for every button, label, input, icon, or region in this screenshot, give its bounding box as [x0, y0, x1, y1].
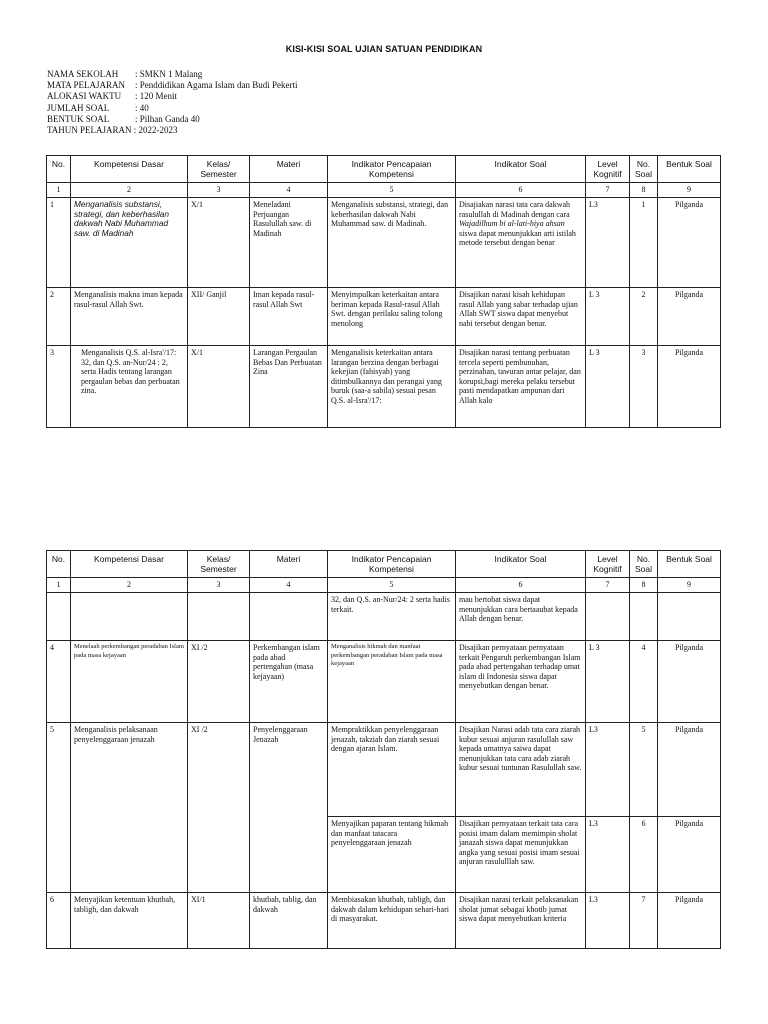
column-number: 6 [456, 183, 586, 198]
column-number: 8 [630, 183, 658, 198]
cell-no: 4 [47, 641, 71, 723]
cell-bentuk-soal: Pilganda [658, 288, 721, 346]
header-materi: Materi [250, 551, 328, 578]
kisi-kisi-table-page-1 [46, 155, 721, 428]
table-row [47, 641, 721, 723]
table-row [47, 893, 721, 949]
cell-materi: Larangan Pergaulan Bebas Dan Perbuatan Zina [250, 346, 328, 428]
cell-indikator-soal: Disajikan narasi tentang perbuatan tercela seperti pembunuhan, perzinahan, tawuran antar pelajar, dan korupsi,bagi mereka pelaku tersebut pasti mendapatkan ampunan dari Allah kalo [456, 346, 586, 428]
cell-bentuk-soal [658, 593, 721, 641]
column-number: 9 [658, 578, 721, 593]
cell-bentuk-soal: Pilganda [658, 723, 721, 817]
header-no: No. [47, 551, 71, 578]
column-number: 1 [47, 183, 71, 198]
cell-no: 5 [47, 723, 71, 893]
column-number: 4 [250, 183, 328, 198]
cell-indikator-pencapaian: Menganalisis hikmah dan manfaat perkembangan peradaban Islam pada masa kejayaan [328, 641, 456, 723]
column-number: 7 [586, 183, 630, 198]
cell-level [586, 593, 630, 641]
cell-indikator-pencapaian: Membiasakan khutbah, tabligh, dan dakwah dalam kehidupan sehari-hari di masyarakat. [328, 893, 456, 949]
cell-materi: Penyelenggaraan Jenazah [250, 723, 328, 893]
cell-indikator-soal: Disajikan pernyataan terkait tata cara posisi imam dalam memimpin sholat janazah siswa dapat menunjukkan angka yang sesuai posisi imam sesuai anjuran rasululllah saw. [456, 817, 586, 893]
info-row-count [47, 103, 297, 114]
info-value: : Penddidikan Agama Islam dan Budi Pekerti [135, 80, 298, 91]
cell-materi: Meneladani Perjuangan Rasulullah saw. di Madinah [250, 198, 328, 288]
column-number: 1 [47, 578, 71, 593]
cell-level: L3 [586, 198, 630, 288]
cell-materi: khutbah, tablig, dan dakwah [250, 893, 328, 949]
info-label: MATA PELAJARAN [47, 80, 126, 91]
cell-indikator-soal: Disajikan pernyataan pernyataan terkait Pengaruh perkembangan Islam pada abad pertengahan terhadap umat islam di Indonesia siswa dapat menyebutkan dengan benar. [456, 641, 586, 723]
header-kompetensi-dasar: Kompetensi Dasar [71, 156, 188, 183]
cell-no: 2 [47, 288, 71, 346]
cell-no-soal: 3 [630, 346, 658, 428]
cell-no-soal [630, 593, 658, 641]
cell-indikator-pencapaian: Menyimpulkan keterkaitan antara beriman kepada Rasul-rasul Allah Swt. dengan perilaku saling tolong menolong [328, 288, 456, 346]
cell-kelas [188, 593, 250, 641]
cell-indikator-soal: mau bertobat siswa dapat menunjukkan cara bertaaubat kepada Allah dengan benar. [456, 593, 586, 641]
header-indikator-soal: Indikator Soal [456, 551, 586, 578]
info-value: : Pilhan Ganda 40 [135, 113, 200, 124]
cell-bentuk-soal: Pilganda [658, 198, 721, 288]
cell-kompetensi-dasar: Menganalisis pelaksanaan penyelenggaraan jenazah [71, 723, 188, 893]
column-number: 3 [188, 578, 250, 593]
cell-kompetensi-dasar [71, 593, 188, 641]
cell-kompetensi-dasar: Menganalisis makna iman kepada rasul-rasul Allah Swt. [71, 288, 188, 346]
header-no-soal: No. Soal [630, 156, 658, 183]
column-number: 5 [328, 183, 456, 198]
cell-indikator-pencapaian: Menganalisis keterkaitan antara larangan berzina dengan berbagai kekejian (fahisyah) yang ditimbulkannya dan perangai yang buruk (saa-a sabila) sesuai pesan Q.S. al-Isra'/17: [328, 346, 456, 428]
info-label: ALOKASI WAKTU [47, 91, 122, 102]
cell-indikator-pencapaian: Menyajikan paparan tentang hikmah dan manfaat tatacara penyelenggaraan jenazah [328, 817, 456, 893]
cell-materi [250, 593, 328, 641]
header-bentuk-soal: Bentuk Soal [658, 551, 721, 578]
cell-level: L3 [586, 723, 630, 817]
header-indikator-soal: Indikator Soal [456, 156, 586, 183]
column-number: 6 [456, 578, 586, 593]
cell-materi: Iman kepada rasul-rasul Allah Swt [250, 288, 328, 346]
column-number: 3 [188, 183, 250, 198]
column-number-row [47, 578, 721, 593]
header-level-kognitif: Level Kognitif [586, 551, 630, 578]
table-row [47, 198, 721, 288]
column-number: 2 [71, 578, 188, 593]
cell-no: 3 [47, 346, 71, 428]
column-number: 9 [658, 183, 721, 198]
table-row [47, 346, 721, 428]
table-row [47, 723, 721, 817]
cell-no: 1 [47, 198, 71, 288]
soal-text: Disajiakan narasi tata cara dakwah rasulullah di Madinah dengan cara [459, 200, 571, 219]
cell-indikator-pencapaian: Menganalisis substansi, strategi, dan keberhasilan dakwah Nabi Muhammad saw. di Madinah. [328, 198, 456, 288]
column-number-row [47, 183, 721, 198]
soal-text: siswa dapat menunjukkan arti istilah metode tersebut dengan benar [459, 228, 576, 247]
cell-level: L 3 [586, 288, 630, 346]
info-value: : 40 [135, 102, 149, 113]
cell-indikator-soal: Disajikan narasi kisah kehidupan rasul Allah yang sabar terhadap ujian Allah SWT siswa dapat menyebut nabi tersebut dengan benar. [456, 288, 586, 346]
header-indikator-pencapaian: Indikator Pencapaian Kompetensi [328, 156, 456, 183]
kisi-kisi-table-page-2 [46, 550, 721, 949]
cell-no-soal: 6 [630, 817, 658, 893]
header-kompetensi-dasar: Kompetensi Dasar [71, 551, 188, 578]
column-number: 7 [586, 578, 630, 593]
cell-bentuk-soal: Pilganda [658, 893, 721, 949]
cell-bentuk-soal: Pilganda [658, 641, 721, 723]
column-number: 2 [71, 183, 188, 198]
info-row-school [47, 69, 297, 80]
cell-kompetensi-dasar: Menganalisis substansi, strategi, dan keberhasilan dakwah Nabi Muhammad saw. di Madinah [71, 198, 188, 288]
column-number: 5 [328, 578, 456, 593]
cell-kelas: XI /2 [188, 641, 250, 723]
cell-kompetensi-dasar: Menelaah perkembangan peradaban Islam pada masa kejayaan [71, 641, 188, 723]
cell-no-soal: 5 [630, 723, 658, 817]
table-row [47, 288, 721, 346]
info-row-year [47, 125, 297, 136]
header-no: No. [47, 156, 71, 183]
cell-no-soal: 2 [630, 288, 658, 346]
cell-materi: Perkembangan islam pada abad pertengahan (masa kejayaan) [250, 641, 328, 723]
info-label: JUMLAH SOAL [47, 102, 110, 113]
cell-kelas: X/1 [188, 198, 250, 288]
column-number: 4 [250, 578, 328, 593]
cell-level: L3 [586, 893, 630, 949]
info-value: : SMKN 1 Malang [135, 69, 203, 79]
cell-level: L 3 [586, 641, 630, 723]
cell-level: L3 [586, 817, 630, 893]
info-label: BENTUK SOAL [47, 113, 110, 124]
info-row-form [47, 114, 297, 125]
cell-indikator-soal: Disajikan narasi terkait pelaksanakan sholat jumat sebagai khotib jumat siswa dapat menyebutkan kriteria [456, 893, 586, 949]
cell-kelas: XII/ Ganjil [188, 288, 250, 346]
cell-indikator-soal [456, 198, 586, 288]
cell-kelas: XI /2 [188, 723, 250, 893]
header-kelas-semester: Kelas/ Semester [188, 551, 250, 578]
cell-indikator-soal: Disajikan Narasi adab tata cara ziarah kubur sesuai anjuran rasulullah saw kepada umatnya saiwa dapat menunjukkan tata cara adab ziarah kubur sesuai tuntunan Rasulullah saw. [456, 723, 586, 817]
table-header-row [47, 551, 721, 578]
cell-kompetensi-dasar: Menyajikan ketentuan khutbah, tabligh, dan dakwah [71, 893, 188, 949]
document-title: KISI-KISI SOAL UJIAN SATUAN PENDIDIKAN [285, 44, 483, 54]
header-materi: Materi [250, 156, 328, 183]
table-header-row [47, 156, 721, 183]
cell-no-soal: 4 [630, 641, 658, 723]
cell-kelas: XI/1 [188, 893, 250, 949]
column-number: 8 [630, 578, 658, 593]
header-indikator-pencapaian: Indikator Pencapaian Kompetensi [328, 551, 456, 578]
cell-bentuk-soal: Pilganda [658, 346, 721, 428]
info-label: TAHUN PELAJARAN [47, 125, 132, 136]
header-kelas-semester: Kelas/ Semester [188, 156, 250, 183]
cell-kelas: X/1 [188, 346, 250, 428]
info-value: : 120 Menit [135, 91, 177, 102]
table-row-continued [47, 593, 721, 641]
cell-bentuk-soal: Pilganda [658, 817, 721, 893]
info-label: NAMA SEKOLAH [47, 69, 119, 79]
cell-indikator-pencapaian: Mempraktikkan penyelenggaraan jenazah, takziah dan ziarah sesuai dengan ajaran Islam. [328, 723, 456, 817]
info-row-time [47, 91, 297, 102]
cell-kompetensi-dasar: Menganalisis Q.S. al-Isra'/17: 32, dan Q.S. an-Nur/24 : 2, serta Hadis tentang larangan pergaulan bebas dan perbuatan zina. [71, 346, 188, 428]
soal-arabic-term: Wajadilhum bi al-lati-hiya ahsan [459, 219, 565, 228]
cell-no: 6 [47, 893, 71, 949]
info-value: : 2022-2023 [133, 125, 178, 136]
header-level-kognitif: Level Kognitif [586, 156, 630, 183]
cell-no-soal: 1 [630, 198, 658, 288]
header-no-soal: No. Soal [630, 551, 658, 578]
cell-no-soal: 7 [630, 893, 658, 949]
header-bentuk-soal: Bentuk Soal [658, 156, 721, 183]
cell-indikator-pencapaian: 32, dan Q.S. an-Nur/24: 2 serta hadis terkait. [328, 593, 456, 641]
cell-level: L 3 [586, 346, 630, 428]
document-info [47, 69, 297, 136]
info-row-subject [47, 80, 297, 91]
cell-no [47, 593, 71, 641]
